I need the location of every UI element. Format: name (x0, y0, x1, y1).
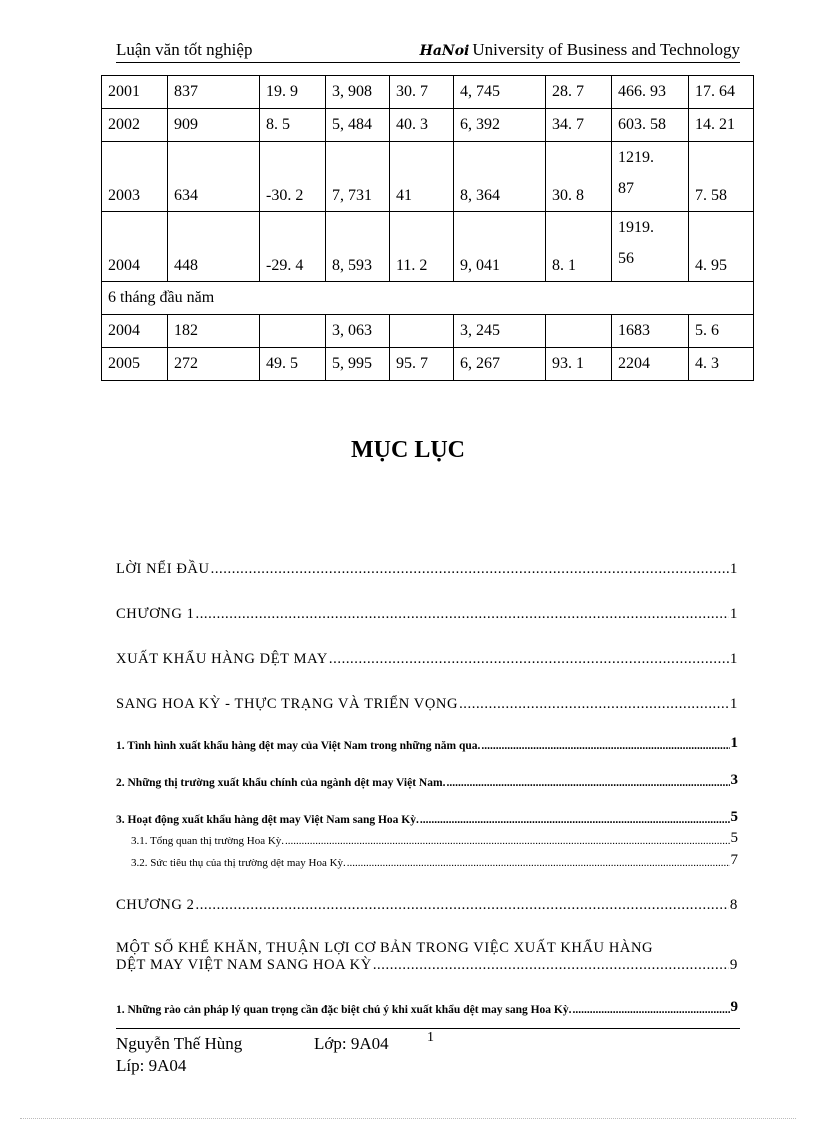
table-cell: 2001 (102, 76, 168, 109)
toc-entry-line2: DỆT MAY VIỆT NAM SANG HOA KỲ (116, 957, 372, 973)
table-cell: 1919. 56 (612, 212, 689, 282)
toc-entry[interactable]: 1. Tình hình xuất khẩu hàng dệt may của Việt Nam trong những năm qua. ..... 1 (116, 735, 738, 752)
toc-entry-multiline[interactable]: MỘT SỐ KHỂ KHĂN, THUẬN LỢI CƠ BẢN TRONG VIỆC XUẤT KHẨU HÀNG DỆT MAY VIỆT NAM SANG HOA KỲ ..... 9 (116, 940, 738, 974)
table-cell: 9, 041 (454, 212, 546, 282)
toc-entry[interactable]: CHƯƠNG 2 ..... 8 (116, 897, 738, 914)
table-cell: 2003 (102, 142, 168, 212)
table-row (102, 109, 754, 142)
page-bottom-border (20, 1118, 796, 1119)
hanoi-logo: HaNoi (419, 43, 470, 59)
footer-page-number: 1 (427, 1030, 434, 1045)
table-cell: 2005 (102, 348, 168, 381)
table-cell: 5. 6 (689, 315, 754, 348)
table-cell: 909 (168, 109, 260, 142)
table-row (102, 212, 754, 282)
table-cell: 466. 93 (612, 76, 689, 109)
header-left-title: Luận văn tốt nghiệp (116, 40, 253, 59)
table-cell: 8, 593 (326, 212, 390, 282)
toc-entry[interactable]: CHƯƠNG 1 ..... 1 (116, 606, 738, 623)
toc-entry[interactable]: LỜI NỂI ĐẦU ..... 1 (116, 561, 738, 578)
table-cell: 40. 3 (390, 109, 454, 142)
table-cell: 3, 908 (326, 76, 390, 109)
table-cell: 1683 (612, 315, 689, 348)
table-cell: 3, 245 (454, 315, 546, 348)
table-row (102, 142, 754, 212)
footer-class: Lớp: 9A04 (314, 1034, 389, 1053)
toc-entry[interactable]: 2. Những thị trường xuất khẩu chính của ngành dệt may Việt Nam. ..... 3 (116, 772, 738, 789)
toc-entry[interactable]: XUẤT KHẨU HÀNG DỆT MAY ..... 1 (116, 651, 738, 668)
table-cell: 14. 21 (689, 109, 754, 142)
header-university: University of Business and Technology (472, 40, 740, 59)
table-cell: 272 (168, 348, 260, 381)
table-cell: 7. 58 (689, 142, 754, 212)
table-cell: 95. 7 (390, 348, 454, 381)
table-cell: 8, 364 (454, 142, 546, 212)
table-cell: 7, 731 (326, 142, 390, 212)
table-cell: 1219. 87 (612, 142, 689, 212)
table-cell: 4. 3 (689, 348, 754, 381)
table-cell: 8. 5 (260, 109, 326, 142)
table-section-row (102, 282, 754, 315)
table-cell (546, 315, 612, 348)
table-cell: 17. 64 (689, 76, 754, 109)
toc-entry[interactable]: SANG HOA KỲ - THỰC TRẠNG VÀ TRIỂN VỌNG ..... 1 (116, 696, 738, 713)
table-cell: 603. 58 (612, 109, 689, 142)
table-cell: 28. 7 (546, 76, 612, 109)
table-cell: 41 (390, 142, 454, 212)
table-cell: 49. 5 (260, 348, 326, 381)
table-cell: 11. 2 (390, 212, 454, 282)
table-cell: 6, 392 (454, 109, 546, 142)
toc-title: MỤC LỤC (351, 437, 465, 463)
table-cell (390, 315, 454, 348)
table-cell: 30. 8 (546, 142, 612, 212)
table-cell: 4. 95 (689, 212, 754, 282)
table-cell: 448 (168, 212, 260, 282)
table-cell: 93. 1 (546, 348, 612, 381)
statistics-table (101, 75, 754, 381)
toc-entry-line1: MỘT SỐ KHỂ KHĂN, THUẬN LỢI CƠ BẢN TRONG VIỆC XUẤT KHẨU HÀNG (116, 940, 654, 956)
table-section-label: 6 tháng đầu năm (102, 282, 754, 315)
toc-entry[interactable]: 1. Những rào cản pháp lý quan trọng cần đặc biệt chú ý khi xuất khẩu dệt may sang Hoa Kỳ. ..... 9 (116, 999, 738, 1016)
table-cell: 634 (168, 142, 260, 212)
table-cell: 182 (168, 315, 260, 348)
table-cell: 2002 (102, 109, 168, 142)
table-cell: 5, 995 (326, 348, 390, 381)
page-header (116, 38, 740, 63)
toc-entry[interactable]: 3. Hoạt động xuất khẩu hàng dệt may Việt Nam sang Hoa Kỳ. ..... 5 (116, 809, 738, 826)
table-cell: 5, 484 (326, 109, 390, 142)
table-cell: 8. 1 (546, 212, 612, 282)
table-cell: 34. 7 (546, 109, 612, 142)
table-cell: -30. 2 (260, 142, 326, 212)
footer-divider (116, 1028, 740, 1029)
table-cell: 2004 (102, 315, 168, 348)
table-cell: 19. 9 (260, 76, 326, 109)
table-cell: -29. 4 (260, 212, 326, 282)
table-row (102, 315, 754, 348)
table-cell: 837 (168, 76, 260, 109)
toc-entry[interactable]: 3.1. Tổng quan thị trường Hoa Kỳ. ..... 5 (131, 830, 738, 847)
footer-lip: Líp: 9A04 (116, 1056, 187, 1075)
header-right (420, 40, 740, 60)
table-cell: 4, 745 (454, 76, 546, 109)
table-cell (260, 315, 326, 348)
footer-author: Nguyễn Thế Hùng (116, 1034, 243, 1053)
table-cell: 2004 (102, 212, 168, 282)
table-cell: 6, 267 (454, 348, 546, 381)
table-row (102, 348, 754, 381)
toc-entry[interactable]: 3.2. Sức tiêu thụ của thị trường dệt may Hoa Kỳ. ..... 7 (131, 852, 738, 869)
table-row (102, 76, 754, 109)
table-cell: 30. 7 (390, 76, 454, 109)
table-cell: 3, 063 (326, 315, 390, 348)
table-cell: 2204 (612, 348, 689, 381)
